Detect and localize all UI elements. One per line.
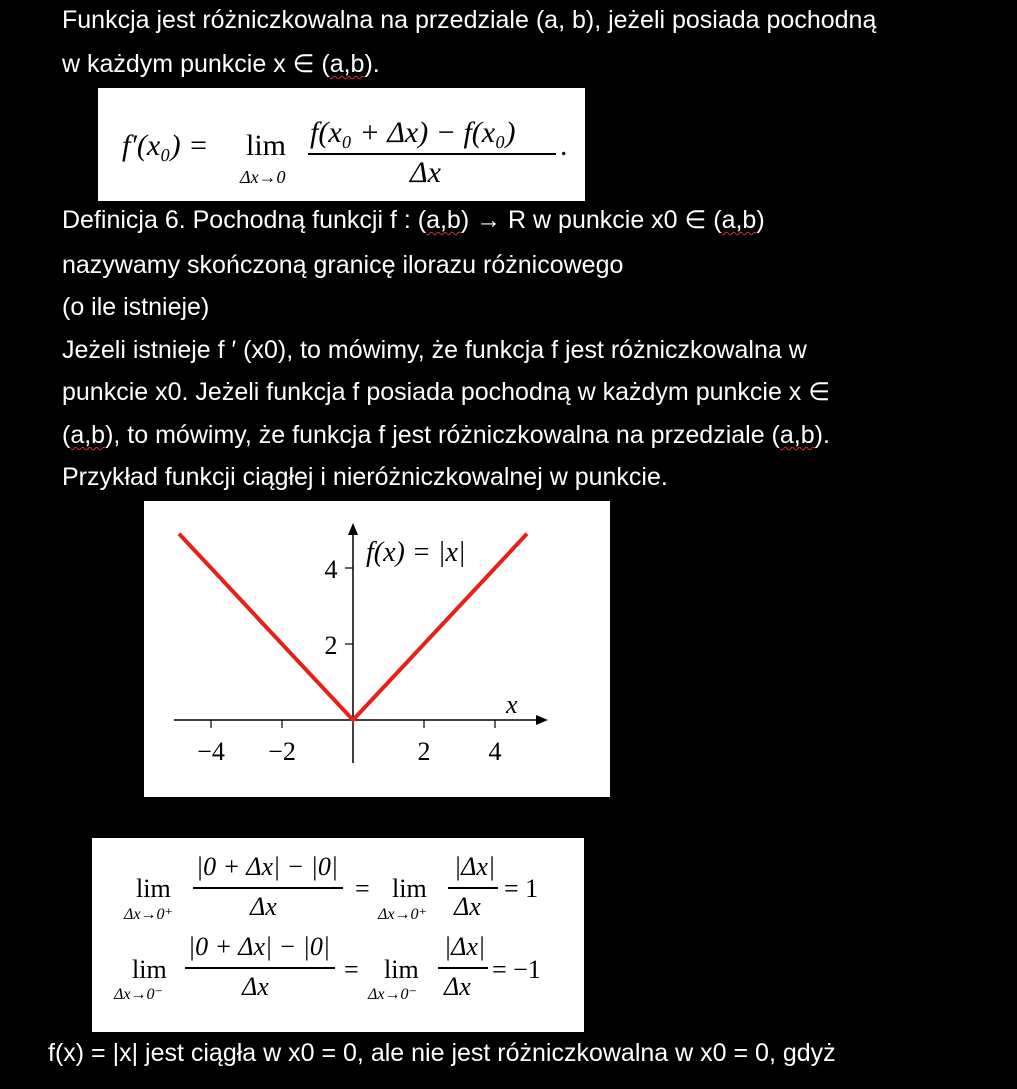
text-fragment: ) → R w punkcie x0 ∈ ( bbox=[460, 206, 722, 234]
paragraph-line: nazywamy skończoną granicę ilorazu różnicowego bbox=[62, 251, 624, 279]
formula-lhs: f′(x₀) = bbox=[122, 129, 209, 162]
paragraph-line bbox=[62, 419, 830, 451]
y-tick-label: 4 bbox=[324, 555, 338, 584]
text-fragment: ). bbox=[814, 421, 830, 449]
fraction-bar bbox=[193, 887, 343, 889]
formula-denominator: Δx bbox=[410, 156, 441, 189]
text-fragment: Definicja 6. Pochodną funkcji f : ( bbox=[62, 206, 427, 234]
paragraph-line: punkcie x0. Jeżeli funkcja f posiada pochodną w każdym punkcie x ∈ bbox=[62, 378, 831, 406]
one-sided-limits-image bbox=[92, 838, 584, 1032]
row2-lim: lim bbox=[132, 955, 167, 984]
x-axis-arrow-icon bbox=[536, 715, 548, 725]
row1-lim-subscript: Δx→0⁺ bbox=[124, 906, 173, 923]
fraction-bar bbox=[308, 153, 556, 155]
spellcheck-marked-text[interactable]: a,b bbox=[779, 421, 815, 449]
text-fragment: w każdym punkcie x ∈ ( bbox=[62, 50, 330, 78]
x-axis-label: x bbox=[506, 690, 518, 719]
x-tick-label: −4 bbox=[197, 737, 225, 766]
paragraph-line: (o ile istnieje) bbox=[62, 293, 210, 321]
derivative-formula-image bbox=[98, 88, 585, 201]
row2-numerator2: |Δx| bbox=[444, 932, 486, 961]
fraction-bar bbox=[448, 887, 498, 889]
row1-lim: lim bbox=[136, 874, 171, 903]
spellcheck-marked-text[interactable]: a,b bbox=[426, 206, 461, 234]
fraction-bar bbox=[438, 967, 488, 969]
graph-canvas bbox=[144, 501, 610, 797]
x-tick-label: 2 bbox=[417, 737, 431, 766]
function-label: f(x) = |x| bbox=[366, 537, 466, 568]
spellcheck-marked-text[interactable]: a,b bbox=[329, 50, 365, 78]
text-fragment: ) bbox=[756, 206, 765, 234]
formula-lim-subscript: Δx→0 bbox=[240, 167, 286, 187]
paragraph-line: Przykład funkcji ciągłej i nieróżniczkowalnej w punkcie. bbox=[62, 463, 668, 491]
row1-equals: = bbox=[355, 874, 370, 903]
row1-denominator2: Δx bbox=[454, 892, 481, 921]
row1-numerator: |0 + Δx| − |0| bbox=[196, 852, 339, 881]
text-fragment: ). bbox=[364, 50, 380, 78]
paragraph-line bbox=[62, 204, 765, 236]
row2-denominator: Δx bbox=[242, 972, 269, 1001]
y-axis-arrow-icon bbox=[348, 523, 358, 535]
row2-numerator: |0 + Δx| − |0| bbox=[188, 932, 331, 961]
row1-lim2-subscript: Δx→0⁺ bbox=[378, 906, 427, 923]
text-fragment: ), to mówimy, że funkcja f jest różniczkowalna na przedziale ( bbox=[105, 421, 780, 449]
row2-denominator2: Δx bbox=[444, 972, 471, 1001]
x-tick-label: −2 bbox=[268, 737, 296, 766]
row1-numerator2: |Δx| bbox=[454, 852, 496, 881]
y-tick-label: 2 bbox=[324, 631, 338, 660]
tick-layer bbox=[197, 555, 501, 766]
paragraph-line: Jeżeli istnieje f ′ (x0), to mówimy, że funkcja f jest różniczkowalna w bbox=[62, 336, 807, 364]
row2-equals: = bbox=[344, 955, 359, 984]
formula-numerator: f(x₀ + Δx) − f(x₀) bbox=[310, 116, 516, 149]
abs-function-graph bbox=[144, 501, 610, 797]
formula-period: . bbox=[560, 129, 568, 162]
row1-denominator: Δx bbox=[250, 892, 277, 921]
row2-lim2: lim bbox=[384, 955, 419, 984]
fraction-bar bbox=[185, 967, 335, 969]
row2-lim-subscript: Δx→0⁻ bbox=[114, 986, 163, 1003]
row1-result: = 1 bbox=[504, 874, 539, 903]
x-tick-label: 4 bbox=[488, 737, 502, 766]
conclusion-line: f(x) = |x| jest ciągła w x0 = 0, ale nie jest różniczkowalna w x0 = 0, gdyż bbox=[48, 1039, 836, 1067]
text-fragment: ( bbox=[62, 421, 71, 449]
row2-lim2-subscript: Δx→0⁻ bbox=[368, 986, 417, 1003]
row1-lim2: lim bbox=[392, 874, 427, 903]
spellcheck-marked-text[interactable]: a,b bbox=[70, 421, 106, 449]
paragraph-line: Funkcja jest różniczkowalna na przedziale (a, b), jeżeli posiada pochodną bbox=[62, 6, 877, 34]
paragraph-line bbox=[62, 48, 380, 80]
row2-result: = −1 bbox=[492, 955, 541, 984]
formula-lim: lim bbox=[246, 129, 287, 162]
spellcheck-marked-text[interactable]: a,b bbox=[721, 206, 757, 234]
